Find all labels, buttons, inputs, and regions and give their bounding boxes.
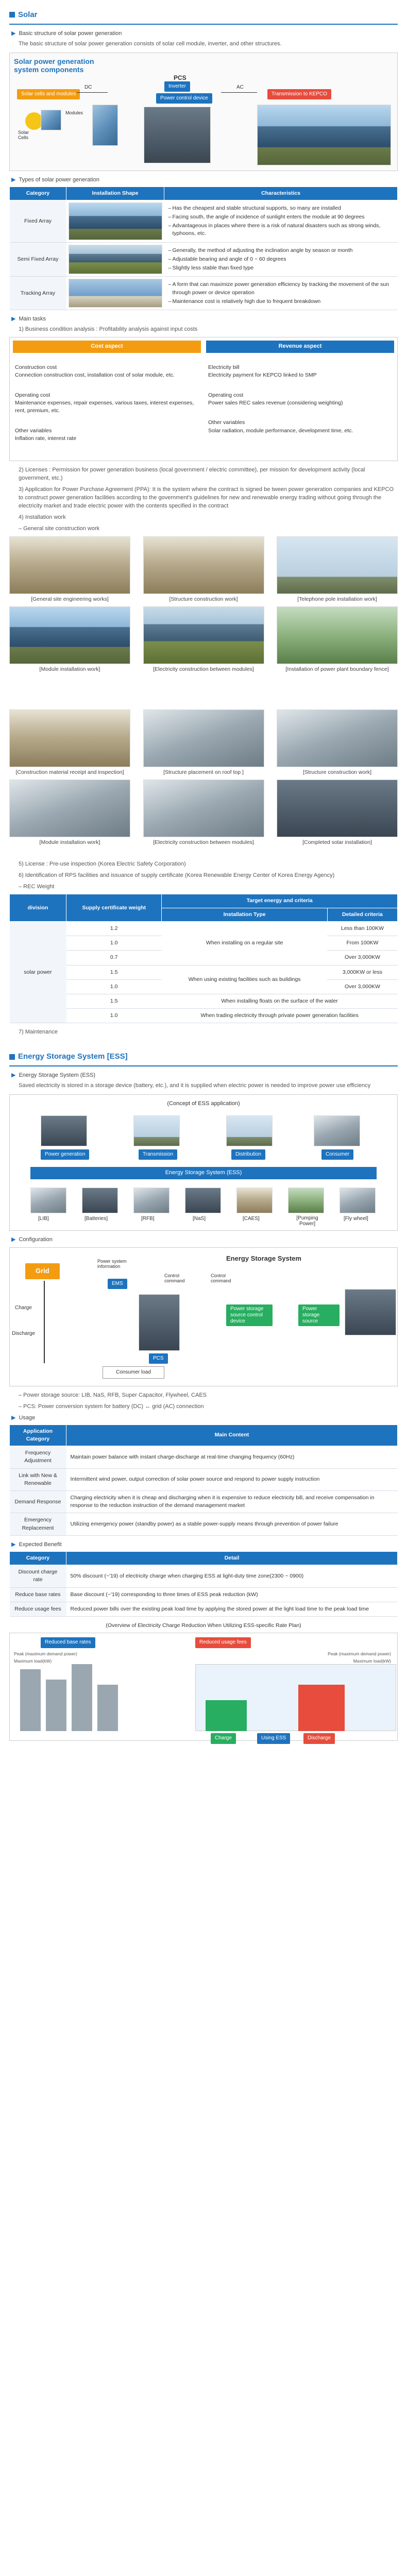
ess-concept-diagram [9, 1094, 398, 1231]
charge-chip: Charge [211, 1733, 236, 1744]
table-row [10, 1468, 398, 1490]
ess-configuration-diagram [9, 1247, 398, 1386]
gallery-image [143, 536, 264, 594]
ess-type-image [133, 1188, 169, 1213]
reduced-fee-chip: Reduced usage fees [195, 1637, 251, 1648]
usage-category: Emergency Replacement [10, 1513, 66, 1535]
solar-components-diagram [9, 53, 398, 171]
gallery-image [9, 606, 130, 664]
usage-category: Link with New & Renewable [10, 1468, 66, 1490]
table-row [10, 200, 398, 242]
table-header: Category [10, 1551, 66, 1565]
gallery-row-1 [9, 536, 398, 603]
transmission-tower-icon [133, 1115, 180, 1146]
rec-weight: 0.7 [66, 951, 162, 965]
concept-caption: (Concept of ESS application) [167, 1100, 240, 1107]
semi-fixed-array-image [69, 245, 162, 275]
task-5: 5) License : Pre-use inspection (Korea Electric Safety Corporation) [19, 860, 186, 867]
rec-criteria: 3,000KW or less [327, 965, 397, 979]
arrow-icon: ▶ [11, 1236, 16, 1243]
usage-text: Intermittent wind power, output correction of solar power source and respond to power supply instruction [66, 1468, 398, 1490]
battery-image [345, 1289, 396, 1335]
module-image [92, 105, 118, 146]
task-2: 2) Licenses : Permission for power generation business (local government / electric committee), per mission for development activity (local government, etc.) [19, 467, 365, 482]
task-6-sub: – REC Weight [19, 883, 55, 890]
type-category: Semi Fixed Array [10, 242, 66, 277]
node-consumer: Consumer [321, 1149, 353, 1160]
characteristic: – Adjustable bearing and angle of 0 ~ 60 degrees [168, 256, 394, 263]
cost-head: Cost aspect [13, 341, 201, 353]
benefit-text: Reduced power bills over the existing peak load time by applying the stored power at the light load time to the peak load time [66, 1602, 398, 1616]
rec-weight-table [9, 894, 398, 1023]
usage-table [9, 1425, 398, 1536]
benefit-text: 50% discount (~'19) of electricity charge when charging ESS at light-duty time zone(2300 ~ 0900) [66, 1565, 398, 1587]
rec-criteria: Over 3,000KW [327, 979, 397, 994]
sun-icon [25, 112, 43, 130]
distribution-icon [226, 1115, 273, 1146]
rec-shape: When using existing facilities such as buildings [162, 965, 328, 994]
gallery-caption: [Completed solar installation] [302, 839, 372, 846]
peak-before-label: Peak (maximum demand power) [14, 1651, 77, 1657]
charge-block [206, 1700, 247, 1731]
gallery-caption: [Electricity construction between modules] [153, 839, 254, 846]
ess-type-image [30, 1188, 66, 1213]
table-header: division [10, 894, 66, 921]
ess-type-label: [RFB] [141, 1215, 155, 1222]
ess-section-title: Energy Storage System [ESS] [9, 1051, 398, 1062]
ac-label: AC [236, 84, 244, 90]
gallery-image [143, 709, 264, 767]
discharge-block [298, 1685, 345, 1731]
ac-arrow [221, 92, 257, 93]
arrow-icon: ▶ [11, 176, 16, 183]
table-header: Target energy and criteria [162, 894, 398, 908]
table-header: Application Category [10, 1425, 66, 1446]
gallery-caption: [Electricity construction between modules] [153, 666, 254, 672]
usage-category: Demand Response [10, 1491, 66, 1513]
cfg-note-2: – PCS: Power conversion system for battery (DC) ↔ grid (AC) connection [19, 1403, 204, 1410]
cost-item: Operating cost Maintenance expenses, repair expenses, various taxes, interest expenses, rent, premium, etc. [15, 392, 194, 414]
cost-item: Construction cost Connection construction cost, installation cost of solar module, etc. [15, 364, 175, 379]
tracking-array-image [69, 279, 162, 308]
characteristic: – Advantageous in places where there is a risk of natural disasters such as strong winds, typhoons, etc. [168, 222, 394, 238]
square-icon [9, 12, 15, 18]
rec-weight: 1.0 [66, 936, 162, 951]
node-distribution: Distribution [231, 1149, 265, 1160]
pcs-chip: PCS [149, 1353, 168, 1364]
solar-cells-modules-chip: Solar cells and modules [17, 89, 80, 100]
gallery-caption: [Module installation work] [39, 839, 100, 846]
task-7: 7) Maintenance [19, 1029, 58, 1036]
gallery-image [9, 779, 130, 837]
rec-shape: When installing on a regular site [162, 921, 328, 965]
ess-label: ▶ Energy Storage System (ESS) [11, 1072, 398, 1080]
cost-item: Other variables Inflation rate, interest rate [15, 427, 77, 442]
rec-weight: 1.0 [66, 979, 162, 994]
types-table [9, 187, 398, 310]
benefit-table [9, 1551, 398, 1617]
characteristic: – Generally, the method of adjusting the inclination angle by season or month [168, 247, 394, 255]
ess-type-label: [LIB] [38, 1215, 49, 1222]
usage-text: Charging electricity when it is cheap and discharging when it is expensive to reduce electricity bill, and receive compensation in response to the reduction instruction of the demand management market [66, 1491, 398, 1513]
load-block [72, 1664, 92, 1731]
gallery-caption: [Structure placement on roof top ] [163, 769, 244, 776]
basic-structure-label: ▶ Basic structure of solar power generation [11, 30, 398, 38]
ess-type-image [82, 1188, 118, 1213]
node-power-generation: Power generation [41, 1149, 89, 1160]
table-row [10, 277, 398, 310]
gallery-row-3 [9, 709, 398, 776]
rec-weight: 1.2 [66, 921, 162, 936]
revenue-item: Other variables Solar radiation, module performance, development time, etc. [208, 419, 353, 434]
src-control-chip: Power storage source control device [226, 1304, 273, 1326]
arrow-icon: ▶ [11, 1414, 16, 1421]
arrow-icon: ▶ [11, 315, 16, 322]
table-row [10, 1513, 398, 1535]
pcs-label: PCS [174, 74, 186, 81]
characteristic: – Slightly less stable than fixed type [168, 264, 394, 272]
gallery-row-2 [9, 606, 398, 673]
section-divider [9, 24, 398, 25]
table-row [10, 1565, 398, 1587]
solar-farm-image [257, 105, 391, 165]
config-label: ▶ Configuration [11, 1236, 398, 1244]
src-chip: Power storage source [298, 1304, 340, 1326]
rec-shape: When trading electricity through private power generation facilities [162, 1009, 398, 1023]
table-row [10, 1009, 398, 1023]
cfg-info: Power system information [97, 1258, 127, 1269]
inverter-image [144, 107, 211, 163]
table-header: Installation Type [162, 908, 328, 921]
task-6: 6) Identification of RPS facilities and issuance of supply certificate (Korea Renewable Energy Center of Korea Energy Agency) [19, 872, 335, 878]
gallery-image [277, 536, 398, 594]
gallery-caption: [General site engineering works] [31, 596, 109, 602]
ess-type-label: [CAES] [243, 1215, 260, 1222]
benefit-category: Reduce usage fees [10, 1602, 66, 1616]
revenue-head: Revenue aspect [206, 341, 394, 353]
chart-caption: (Overview of Electricity Charge Reduction When Utilizing ESS-specific Rate Plan) [106, 1622, 301, 1629]
square-icon [9, 1054, 15, 1060]
task-4: 4) Installation work [19, 514, 66, 520]
task-1: 1) Business condition analysis : Profitability analysis against input costs [19, 326, 198, 332]
cfg-note-1: – Power storage source: LIB, NaS, RFB, Super Capacitor, Flywheel, CAES [19, 1392, 207, 1398]
table-row [10, 1602, 398, 1616]
power-plant-icon [41, 1115, 87, 1146]
cost-aspect [13, 341, 201, 457]
consumer-load: Consumer load [103, 1366, 164, 1379]
table-row [10, 242, 398, 277]
rec-weight: 1.5 [66, 994, 162, 1008]
usage-category: Frequency Adjustment [10, 1446, 66, 1468]
load-block [20, 1669, 41, 1731]
gallery-caption: [Construction material receipt and inspection] [15, 769, 124, 776]
max-before-label: Maximum load(kW) [14, 1658, 52, 1664]
characteristic: – Maintenance cost is relatively high due to frequent breakdown [168, 298, 394, 306]
gallery-caption: [Module installation work] [39, 666, 100, 672]
arrow-icon: ▶ [11, 1541, 16, 1548]
grid-chip: Grid [25, 1263, 60, 1279]
node-transmission: Transmission [139, 1149, 177, 1160]
rec-criteria: Less than 100KW [327, 921, 397, 936]
table-row [10, 1446, 398, 1468]
ess-type-image [288, 1188, 324, 1213]
modules-label: Modules [65, 110, 83, 115]
cfg-control-2: Control command [211, 1273, 231, 1283]
usage-text: Maintain power balance with instant charge-discharge at real-time changing frequency (60Hz) [66, 1446, 398, 1468]
rec-weight: 1.0 [66, 1009, 162, 1023]
basic-structure-text: The basic structure of solar power generation consists of solar cell module, inverter, and other structures. [19, 40, 282, 47]
load-block [97, 1685, 118, 1731]
factory-icon [314, 1115, 360, 1146]
rec-weight: 1.5 [66, 965, 162, 979]
benefit-category: Reduce base rates [10, 1587, 66, 1602]
ess-rate-overview [9, 1633, 398, 1741]
table-row [10, 1491, 398, 1513]
table-header: Detailed criteria [327, 908, 397, 921]
using-ess-chip: Using ESS [257, 1733, 290, 1744]
gallery-image [9, 709, 130, 767]
inverter-chip: Inverter [164, 81, 190, 92]
ems-chip: EMS [108, 1279, 127, 1290]
type-category: Tracking Array [10, 277, 66, 310]
solar-cells-label: Solar Cells [18, 129, 29, 140]
ess-type-label: [Fly wheel] [344, 1215, 368, 1222]
revenue-item: Electricity bill Electricity payment for KEPCO linked to SMP [208, 364, 317, 379]
table-header: Supply certificate weight [66, 894, 162, 921]
transmission-chip: Transmission to KEPCO [267, 89, 331, 100]
rec-shape: When installing floats on the surface of the water [162, 994, 398, 1008]
section-divider [9, 1065, 398, 1066]
revenue-aspect [206, 341, 394, 457]
rec-criteria: Over 3,000KW [327, 951, 397, 965]
ess-type-image [340, 1188, 376, 1213]
ess-bar: Energy Storage System (ESS) [30, 1167, 377, 1179]
cfg-title: Energy Storage System [226, 1254, 301, 1262]
ess-type-label: [NaS] [193, 1215, 206, 1222]
ess-type-label: [Pumping Power] [296, 1215, 318, 1227]
ess-type-label: [Batteries] [84, 1215, 108, 1222]
characteristic: – A form that can maximize power generation efficiency by tracking the movement of the sun through power or device operation [168, 281, 394, 296]
gallery-image [277, 779, 398, 837]
discharge-chip: Discharge [303, 1733, 335, 1744]
rec-criteria: From 100KW [327, 936, 397, 951]
dc-arrow [77, 92, 108, 93]
table-row [10, 921, 398, 936]
main-tasks-label: ▶ Main tasks [11, 315, 398, 324]
cfg-discharge: Discharge [12, 1330, 36, 1336]
cfg-control-1: Control command [164, 1273, 185, 1283]
characteristic: – Facing south, the angle of incidence of sunlight enters the module at 90 degrees [168, 213, 394, 221]
characteristic: – Has the cheapest and stable structural supports, so many are installed [168, 205, 394, 212]
fixed-array-image [69, 202, 162, 240]
gallery-caption: [Structure construction work] [302, 769, 372, 776]
dc-label: DC [84, 84, 92, 90]
revenue-item: Operating cost Power sales REC sales revenue (considering weighting) [208, 392, 343, 406]
table-row [10, 965, 398, 979]
table-header: Installation Shape [66, 187, 164, 200]
benefit-category: Discount charge rate [10, 1565, 66, 1587]
gallery-image [277, 606, 398, 664]
table-row [10, 1587, 398, 1602]
arrow-icon: ▶ [11, 30, 16, 37]
task-3: 3) Application for Power Purchase Agreement (PPA): It is the system where the contract is signed be tween power generation companies and KEPCO to construct power generation facilities according to the government's guidelines for new and renewable energy trading without going through the electricity market and trade electric power with the contents specified in the contract [19, 486, 394, 509]
pcs-image [139, 1294, 180, 1351]
table-header: Category [10, 187, 66, 200]
cfg-charge: Charge [15, 1304, 32, 1311]
ess-type-image [236, 1188, 273, 1213]
grid-line [44, 1281, 45, 1363]
solar-cell-image [41, 110, 61, 130]
gallery-image [143, 606, 264, 664]
usage-text: Utilizing emergency power (standby power) as a stable power-supply means through prevention of power failure [66, 1513, 398, 1535]
cost-revenue-boxes [9, 337, 398, 461]
gallery-image [9, 536, 130, 594]
gallery-image [277, 709, 398, 767]
task-4-sub: – General site construction work [19, 525, 100, 532]
gallery-caption: [Telephone pole installation work] [297, 596, 377, 602]
rec-division: solar power [10, 921, 66, 1023]
power-control-chip: Power control device [156, 93, 212, 104]
ess-type-image [185, 1188, 221, 1213]
table-row [10, 994, 398, 1008]
diagram-title: Solar power generation system components [14, 57, 94, 74]
gallery-caption: [Installation of power plant boundary fence] [285, 666, 389, 672]
benefit-text: Base discount (~'19) corresponding to three times of ESS peak reduction (kW) [66, 1587, 398, 1602]
ess-text: Saved electricity is stored in a storage device (battery, etc.), and it is supplied when electric power is needed to improve power use efficiency [19, 1082, 371, 1089]
benefit-label: ▶ Expected Benefit [11, 1541, 398, 1549]
arrow-icon: ▶ [11, 1072, 16, 1079]
table-header: Characteristics [164, 187, 398, 200]
table-header: Main Content [66, 1425, 398, 1446]
usage-label: ▶ Usage [11, 1414, 398, 1422]
gallery-image [143, 779, 264, 837]
gallery-caption: [Structure construction work] [169, 596, 238, 602]
table-header: Detail [66, 1551, 398, 1565]
types-label: ▶ Types of solar power generation [11, 176, 398, 184]
solar-section-title: Solar [9, 9, 398, 21]
load-block [46, 1680, 66, 1731]
type-category: Fixed Array [10, 200, 66, 242]
max-after-label: Maximum load(kW) [353, 1658, 391, 1664]
reduced-base-chip: Reduced base rates [41, 1637, 95, 1648]
gallery-row-4 [9, 779, 398, 846]
peak-after-label: Peak (maximum demand power) [328, 1651, 391, 1657]
